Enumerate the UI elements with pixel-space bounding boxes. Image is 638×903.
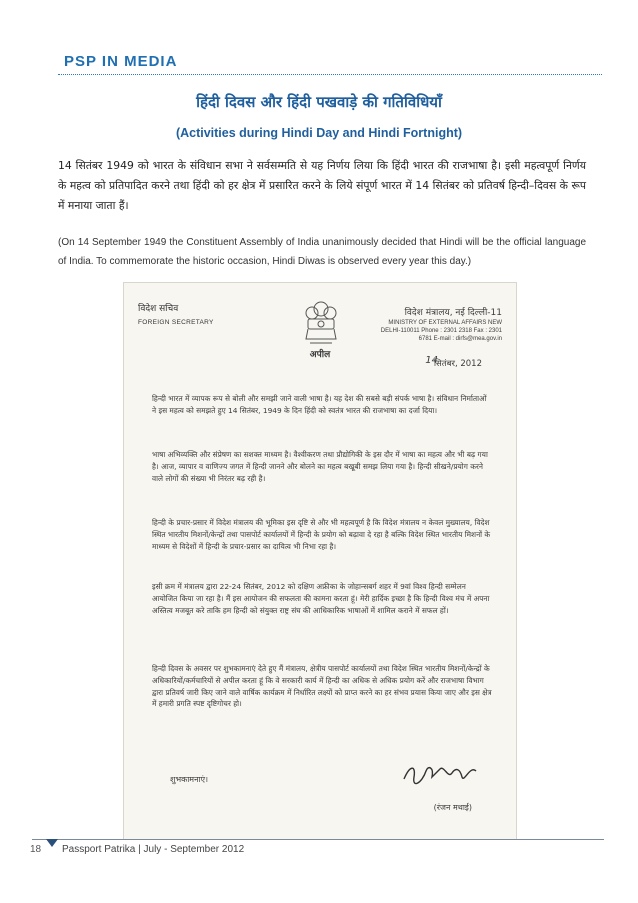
letter-date-day: 14	[425, 355, 438, 366]
section-label: PSP IN MEDIA	[64, 53, 178, 70]
letter-ministry-english: MINISTRY OF EXTERNAL AFFAIRS NEW DELHI-110011 Phone : 2301 2318 Fax : 2301 6781 E-mail : dirfs@mea.gov.in	[380, 320, 502, 342]
letter-ministry-hindi: विदेश मंत्रालय, नई दिल्ली-11	[404, 308, 502, 318]
scanned-letter	[123, 282, 517, 840]
letter-designation-english: FOREIGN SECRETARY	[138, 319, 214, 326]
letter-closing: शुभकामनाएं।	[170, 775, 209, 784]
letter-appeal-heading: अपील	[309, 350, 331, 360]
article-title-english: (Activities during Hindi Day and Hindi Fortnight)	[175, 126, 463, 140]
signature-icon	[400, 761, 480, 787]
article-paragraph-english: (On 14 September 1949 the Constituent Assembly of India unanimously decided that Hindi will be the official language of India. To commemorate the historic occasion, Hindi Diwas is observed every year this day.)	[58, 237, 586, 267]
article-paragraph-hindi: 14 सितंबर 1949 को भारत के संविधान सभा ने सर्वसम्मति से यह निर्णय लिया कि हिंदी भारत की राजभाषा है। इसी महत्वपूर्ण निर्णय के महत्व को प्रतिपादित करने तथा हिंदी को हर क्षेत्र में प्रसारित करने के लिये संपूर्ण भारत में 14 सितंबर को प्रतिवर्ष हिन्दी–दिवस के रूप में मनाया जाता हैं।	[58, 159, 586, 212]
national-emblem-icon	[300, 299, 342, 347]
letter-date: सितंबर, 2012	[433, 359, 482, 369]
letter-paragraph: हिन्दी के प्रचार-प्रसार में विदेश मंत्रालय की भूमिका इस दृष्टि से और भी महत्वपूर्ण है कि विदेश मंत्रालय न केवल मुख्यालय, विदेश स्थित भारतीय मिशनों/केन्द्रों तथा पासपोर्ट कार्यालयों में हिन्दी के प्रयोग को बढ़ावा दे रहा है बल्कि विदेश स्थित भारतीय मिशनों के माध्यम से विदेशों में हिन्दी के प्रचार-प्रसार का दायित्व भी निभा रहा है।	[152, 518, 491, 551]
publication-info: Passport Patrika | July - September 2012	[62, 844, 245, 855]
page-number: 18	[30, 844, 42, 855]
footer-marker-icon	[46, 839, 58, 847]
footer-divider	[32, 839, 604, 840]
letter-designation-hindi: विदेश सचिव	[138, 304, 179, 314]
letter-paragraph: इसी क्रम में मंत्रालय द्वारा 22-24 सितंबर, 2012 को दक्षिण अफ्रीका के जोहान्सबर्ग शहर में 9वां विश्व हिन्दी सम्मेलन आयोजित किया जा रहा है। मैं इस आयोजन की सफलता की कामना करता हूं। मेरी हार्दिक इच्छा है कि हिन्दी विश्व मंच में अपना अस्तित्व मजबूत करे ताकि हम हिन्दी को संयुक्त राष्ट्र संघ की आधिकारिक भाषाओं में शामिल कराने में सफल हों।	[152, 582, 490, 615]
section-divider	[58, 74, 602, 75]
letter-paragraph: हिन्दी दिवस के अवसर पर शुभकामनाएं देते हुए मैं मंत्रालय, क्षेत्रीय पासपोर्ट कार्यालयों तथा विदेश स्थित भारतीय मिशनों/केन्द्रों के अधिकारियों/कर्मचारियों से अपील करता हूं कि वे सरकारी कार्य में हिन्दी का अधिक से अधिक प्रयोग करें और राजभाषा विभाग द्वारा प्रतिवर्ष जारी किए जाने वाले वार्षिक कार्यक्रम में निर्धारित लक्ष्यों को प्राप्त करने का हर संभव प्रयास किया जाए और इस क्षेत्र में हमारी प्रगति स्पष्ट दृष्टिगोचर हो।	[152, 664, 492, 709]
article-title-hindi: हिंदी दिवस और हिंदी पखवाड़े की गतिविधियाँ	[196, 93, 442, 111]
letter-paragraph: भाषा अभिव्यक्ति और संप्रेषण का सशक्त माध्यम है। वैश्वीकरण तथा प्रौद्योगिकी के इस दौर में भाषा का महत्व और भी बढ़ गया है। आज, व्यापार व वाणिज्य जगत में हिन्दी जानने और बोलने का महत्व बखूबी समझ लिया गया है। हिन्दी सीखने/प्रयोग करने वाले लोगों की संख्या भी निरंतर बढ़ रही है।	[152, 450, 488, 483]
letter-paragraph: हिन्दी भारत में व्यापक रूप से बोली और समझी जाने वाली भाषा है। यह देश की सबसे बड़ी संपर्क भाषा है। संविधान निर्माताओं ने इस महत्व को समझते हुए 14 सितंबर, 1949 के दिन हिंदी को स्वतंत्र भारत की राजभाषा का दर्जा दिया।	[152, 394, 487, 415]
letter-signatory-name: (रंजन मथाई)	[433, 803, 472, 812]
